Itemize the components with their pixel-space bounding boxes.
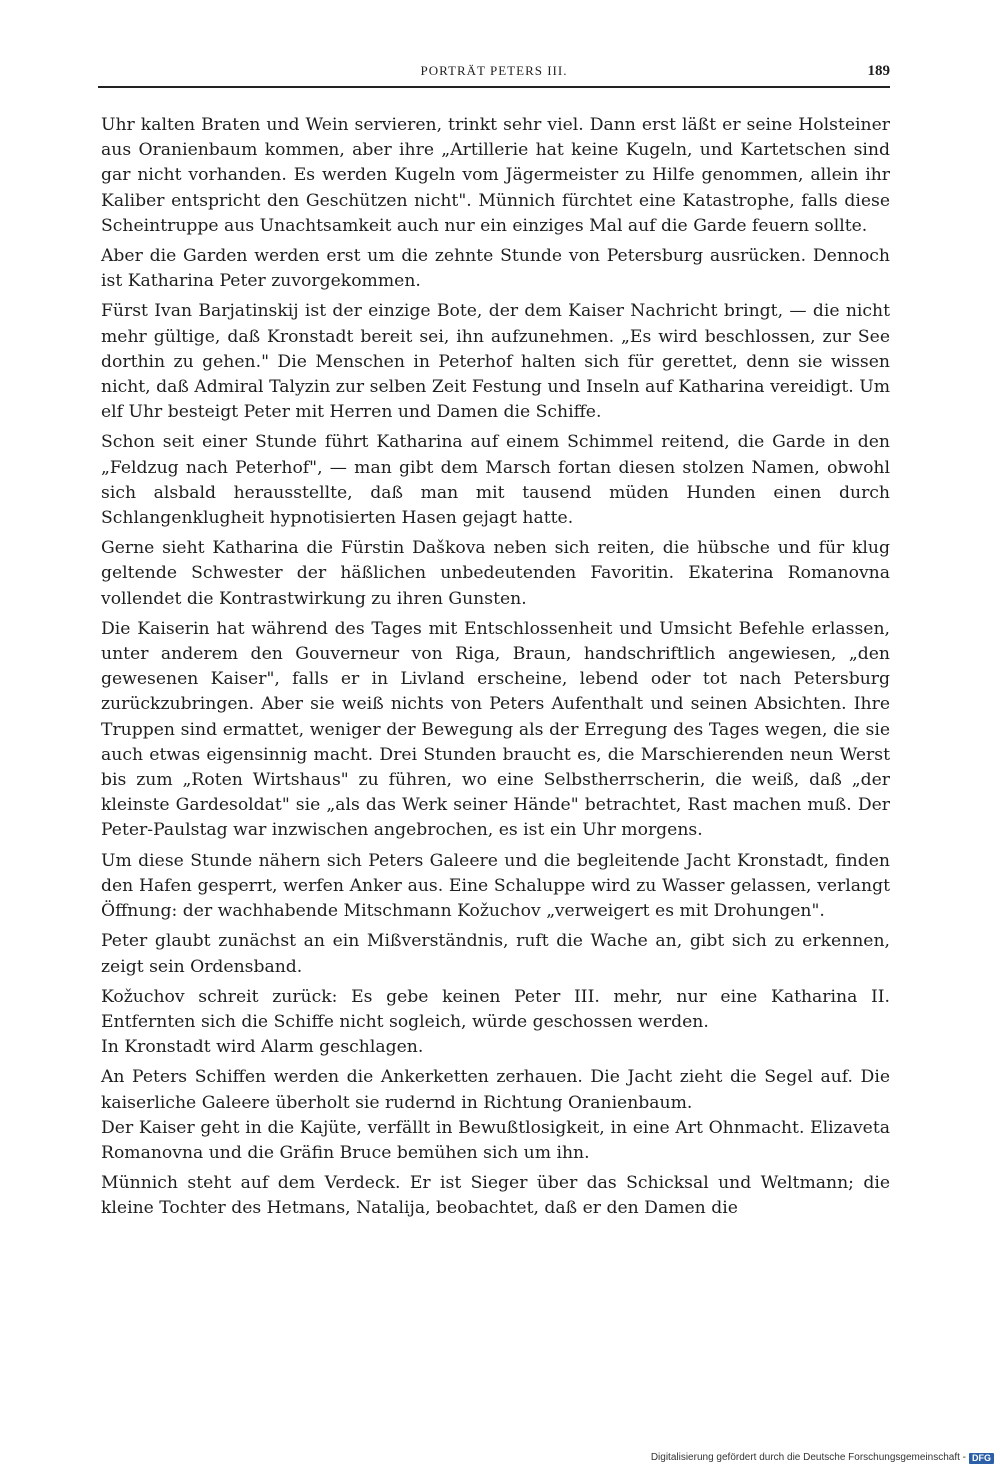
paragraph: Schon seit einer Stunde führt Katharina auf einem Schimmel reitend, die Garde in den „Feldzug nach Peterhof", — man gibt dem Marsch fortan diesen stolzen Namen, obwohl sich alsbald herausstellte, daß man mit tausend müden Hunden einen durch Schlangenklugheit hypnotisierten Hasen gejagt hatte. bbox=[101, 432, 890, 529]
paragraph: Die Kaiserin hat während des Tages mit Entschlossenheit und Umsicht Befehle erlassen, unter anderem den Gouverneur von Riga, Braun, handschriftlich angewiesen, „den gewesenen Kaiser", falls er in Livland erscheine, lebend oder tot nach Petersburg zurückzubringen. Aber sie weiß nichts von Peters Aufenthalt und seinen Absichten. Ihre Truppen sind ermattet, weniger der Bewegung als der Erregung des Tages wegen, die sie auch etwas eigensinnig macht. Drei Stunden braucht es, die Marschierenden neun Werst bis zum „Roten Wirtshaus" zu führen, wo eine Selbstherrscherin, die weiß, daß „der kleinste Gardesoldat" sie „als das Werk seiner Hände" betrachtet, Rast machen muß. Der Peter-Paulstag war inzwischen angebrochen, es ist ein Uhr morgens. bbox=[101, 618, 890, 841]
credit-text: Digitalisierung gefördert durch die Deutsche Forschungsgemeinschaft - bbox=[650, 1452, 966, 1463]
page-number: 189 bbox=[867, 63, 890, 79]
paragraph: Aber die Garden werden erst um die zehnte Stunde von Petersburg ausrücken. Dennoch ist Katharina Peter zuvorgekommen. bbox=[101, 246, 890, 292]
paragraph: Münnich steht auf dem Verdeck. Er ist Sieger über das Schicksal und Weltmann; die kleine Tochter des Hetmans, Natalija, beobachtet, daß er den Damen die bbox=[101, 1173, 890, 1219]
paragraph: Uhr kalten Braten und Wein servieren, trinkt sehr viel. Dann erst läßt er seine Holsteiner aus Oranienbaum kommen, aber ihre „Artillerie hat keine Kugeln, und Kartetschen sind gar nicht vorhanden. Es werden Kugeln vom Jägermeister zu Hilfe genommen, allein ihr Kaliber entspricht den Geschützen nicht". Münnich fürchtet eine Katastrophe, falls diese Scheintruppe aus Unachtsamkeit auch nur ein einziges Mal auf die Garde feuern sollte. bbox=[101, 115, 890, 236]
paragraph: Der Kaiser geht in die Kajüte, verfällt in Bewußtlosigkeit, in eine Art Ohnmacht. Elizaveta Romanovna und die Gräfin Bruce bemühen sich um ihn. bbox=[101, 1117, 890, 1163]
body-text bbox=[101, 113, 890, 1227]
page-header bbox=[98, 62, 890, 88]
paragraph: Um diese Stunde nähern sich Peters Galeere und die begleitende Jacht Kronstadt, finden den Hafen gesperrt, werfen Anker aus. Eine Schaluppe wird zu Wasser gelassen, verlangt Öffnung: der wachhabende Mitschmann Kožuchov „verweigert es mit Drohungen". bbox=[101, 850, 890, 922]
paragraph: In Kronstadt wird Alarm geschlagen. bbox=[101, 1037, 424, 1058]
digitization-credit bbox=[651, 1452, 994, 1464]
paragraph: Fürst Ivan Barjatinskij ist der einzige Bote, der dem Kaiser Nachricht bringt, — die nicht mehr gültige, daß Kronstadt bereit sei, ihn aufzunehmen. „Es wird beschlossen, zur See dorthin zu gehen." Die Menschen in Peterhof halten sich für gerettet, denn sie wissen nicht, daß Admiral Talyzin zur selben Zeit Festung und Inseln auf Katharina vereidigt. Um elf Uhr besteigt Peter mit Herren und Damen die Schiffe. bbox=[101, 301, 890, 423]
paragraph: Kožuchov schreit zurück: Es gebe keinen Peter III. mehr, nur eine Katharina II. Entfernten sich die Schiffe nicht sogleich, würde geschossen werden. bbox=[101, 986, 890, 1032]
dfg-logo: DFG bbox=[969, 1453, 994, 1464]
paragraph: Peter glaubt zunächst an ein Mißverständnis, ruft die Wache an, gibt sich zu erkennen, zeigt sein Ordensband. bbox=[101, 931, 890, 977]
running-title: PORTRÄT PETERS III. bbox=[420, 63, 568, 78]
paragraph: Gerne sieht Katharina die Fürstin Daškova neben sich reiten, die hübsche und für klug geltende Schwester der häßlichen unbedeutenden Favoritin. Ekaterina Romanovna vollendet die Kontrastwirkung zu ihren Gunsten. bbox=[101, 538, 890, 609]
paragraph: An Peters Schiffen werden die Ankerketten zerhauen. Die Jacht zieht die Segel auf. Die kaiserliche Galeere überholt sie rudernd in Richtung Oranienbaum. bbox=[101, 1067, 890, 1113]
